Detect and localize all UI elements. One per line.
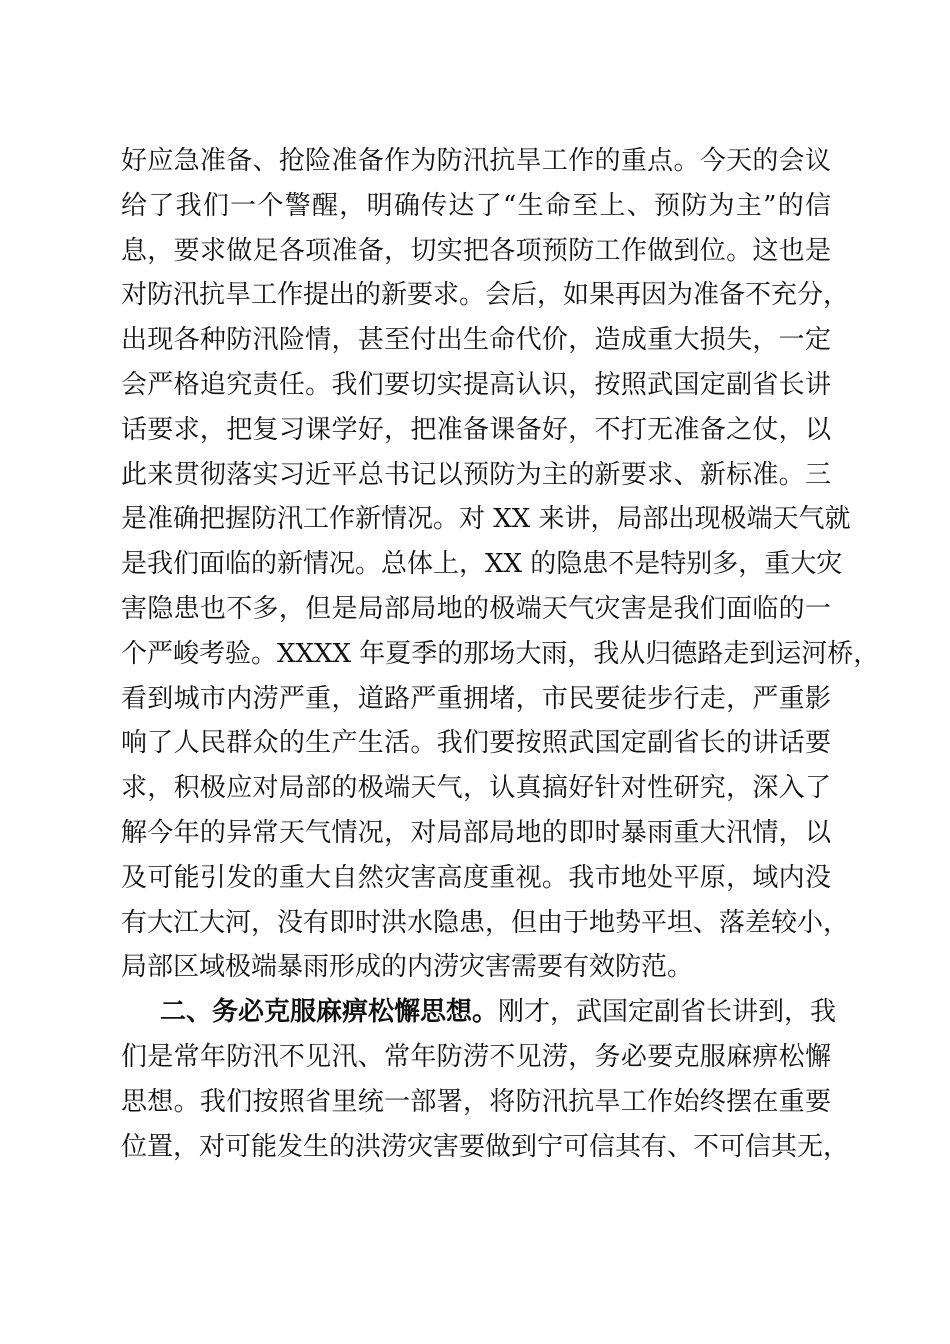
text-line: 解今年的异常天气情况，对局部局地的即时暴雨重大汛情，以 bbox=[121, 817, 831, 848]
text-line: 局部区域极端暴雨形成的内涝灾害需要有效防范。 bbox=[121, 952, 694, 983]
text-line: 给了我们一个警醒，明确传达了“生命至上、预防为主”的信 bbox=[121, 190, 831, 221]
text-line: 及可能引发的重大自然灾害高度重视。我市地处平原，域内没 bbox=[121, 862, 831, 893]
text-line: 害隐患也不多，但是局部局地的极端天气灾害是我们面临的一 bbox=[121, 593, 831, 624]
text-line: 们是常年防汛不见汛、常年防涝不见涝，务必要克服麻痹松懈 bbox=[121, 1041, 831, 1072]
text-line: 此来贯彻落实习近平总书记以预防为主的新要求、新标准。三 bbox=[121, 459, 831, 490]
text-line: 息，要求做足各项准备，切实把各项预防工作做到位。这也是 bbox=[121, 235, 831, 266]
paragraph-1 bbox=[121, 139, 880, 990]
text-line: 求，积极应对局部的极端天气，认真搞好针对性研究，深入了 bbox=[121, 773, 831, 804]
text-line: 个严峻考验。XXXX 年夏季的那场大雨，我从归德路走到运河桥， bbox=[121, 638, 880, 669]
text-line: 好应急准备、抢险准备作为防汛抗旱工作的重点。今天的会议 bbox=[121, 146, 831, 176]
text-fragment: 刚才，武国定副省长讲到，我 bbox=[498, 997, 837, 1028]
section-heading: 二、务必克服麻痹松懈思想。 bbox=[160, 997, 499, 1028]
text-line: 响了人民群众的生产生活。我们要按照武国定副省长的讲话要 bbox=[121, 728, 831, 759]
text-line: 出现各种防汛险情，甚至付出生命代价，造成重大损失，一定 bbox=[121, 325, 831, 356]
text-line: 是准确把握防汛工作新情况。对 XX 来讲，局部出现极端天气就 bbox=[121, 504, 851, 535]
paragraph-2 bbox=[121, 990, 850, 1169]
text-line: 有大江大河，没有即时洪水隐患，但由于地势平坦、落差较小， bbox=[121, 907, 850, 938]
document-body bbox=[121, 139, 880, 1169]
text-line: 会严格追究责任。我们要切实提高认识，按照武国定副省长讲 bbox=[121, 369, 831, 400]
text-line: 是我们面临的新情况。总体上，XX 的隐患不是特别多，重大灾 bbox=[121, 549, 843, 580]
text-line: 思想。我们按照省里统一部署，将防汛抗旱工作始终摆在重要 bbox=[121, 1086, 831, 1117]
text-line: 看到城市内涝严重，道路严重拥堵，市民要徒步行走，严重影 bbox=[121, 683, 831, 714]
text-line: 位置，对可能发生的洪涝灾害要做到宁可信其有、不可信其无， bbox=[121, 1131, 850, 1162]
text-line: 话要求，把复习课学好，把准备课备好，不打无准备之仗，以 bbox=[121, 414, 831, 445]
text-line: 对防汛抗旱工作提出的新要求。会后，如果再因为准备不充分， bbox=[121, 280, 850, 311]
section-heading-line bbox=[121, 990, 837, 1035]
